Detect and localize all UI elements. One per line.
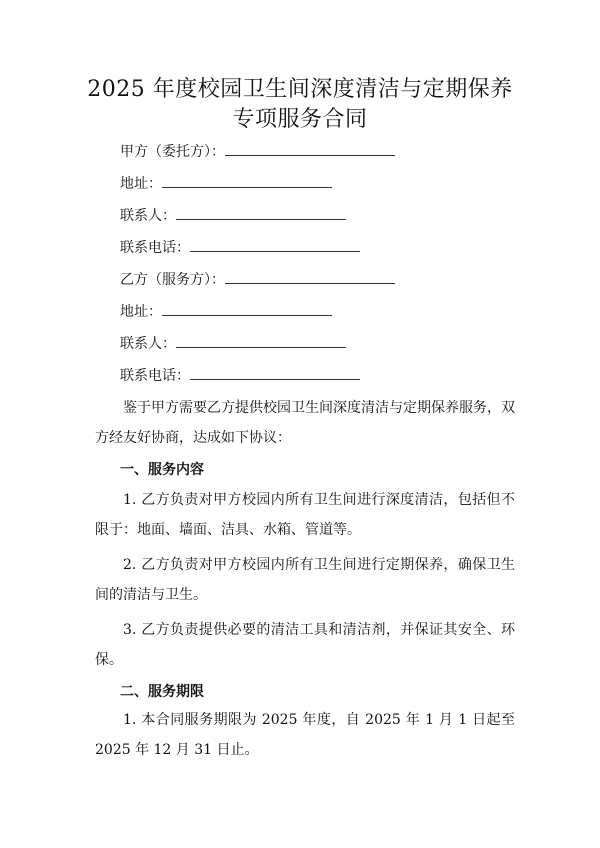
- party-b-contact-label: 联系人：: [120, 336, 176, 352]
- party-b-field: [120, 270, 395, 290]
- party-a-label: 甲方（委托方）：: [120, 144, 225, 160]
- section-2-item-1: 1. 本合同服务期限为 2025 年度，自 2025 年 1 月 1 日起至 2025 年 12 月 31 日止。: [95, 712, 515, 758]
- section-1-item-1: 1. 乙方负责对甲方校园内所有卫生间进行深度清洁，包括但不限于：地面、墙面、洁具、水箱、管道等。: [95, 492, 515, 538]
- party-b-address-label: 地址：: [120, 304, 162, 320]
- party-b-contact-blank[interactable]: [176, 335, 346, 348]
- party-a-phone-label: 联系电话：: [120, 240, 190, 256]
- intro-paragraph: 鉴于甲方需要乙方提供校园卫生间深度清洁与定期保养服务，双方经友好协商，达成如下协议：: [95, 400, 515, 446]
- party-a-address-blank[interactable]: [162, 175, 332, 188]
- section-1-item-2: 2. 乙方负责对甲方校园内所有卫生间进行定期保养，确保卫生间的清洁与卫生。: [95, 557, 515, 603]
- party-a-phone-blank[interactable]: [190, 239, 360, 252]
- section-1-item-3: 3. 乙方负责提供必要的清洁工具和清洁剂，并保证其安全、环保。: [95, 622, 515, 668]
- section-2-heading: 二、服务期限: [120, 684, 204, 700]
- party-a-address-label: 地址：: [120, 176, 162, 192]
- party-b-blank[interactable]: [225, 271, 395, 284]
- party-b-phone-blank[interactable]: [190, 367, 360, 380]
- party-a-field: [120, 142, 395, 162]
- party-a-phone-field: [120, 238, 360, 258]
- section-1-heading: 一、服务内容: [120, 462, 204, 478]
- party-a-blank[interactable]: [225, 143, 395, 156]
- party-b-label: 乙方（服务方）：: [120, 272, 225, 288]
- party-b-contact-field: [120, 334, 346, 354]
- party-a-contact-blank[interactable]: [176, 207, 346, 220]
- party-b-phone-label: 联系电话：: [120, 368, 190, 384]
- party-a-contact-label: 联系人：: [120, 208, 176, 224]
- party-b-address-field: [120, 302, 332, 322]
- party-a-address-field: [120, 174, 332, 194]
- party-b-phone-field: [120, 366, 360, 386]
- contract-title-line-1: 2025 年度校园卫生间深度清洁与定期保养: [87, 77, 513, 102]
- contract-title-line-2: 专项服务合同: [232, 107, 368, 132]
- party-a-contact-field: [120, 206, 346, 226]
- party-b-address-blank[interactable]: [162, 303, 332, 316]
